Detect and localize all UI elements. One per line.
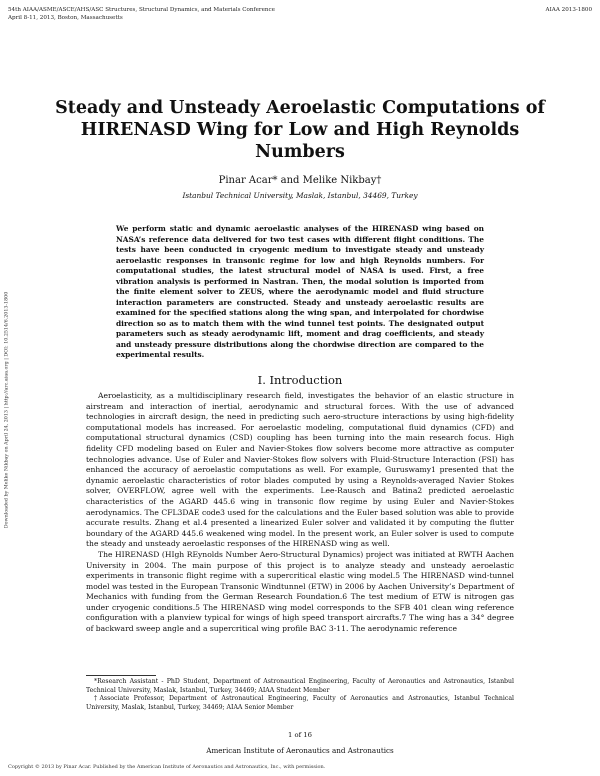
body-text (86, 391, 514, 635)
page-number: 1 of 16 (288, 731, 312, 739)
download-watermark-text: Downloaded by Melike Nikbay on April 24, 2013 | http://arc.aiaa.org | DOI: 10.2514/6.2013-1800 (4, 291, 10, 529)
paper-title: Steady and Unsteady Aeroelastic Computations of HIRENASD Wing for Low and High Reynolds Numbers (55, 98, 545, 162)
conference-dates: April 8-11, 2013, Boston, Massachusetts (8, 15, 123, 21)
conference-name: 54th AIAA/ASME/ASCE/AHS/ASC Structures, Structural Dynamics, and Materials Conference (8, 7, 275, 13)
copyright-notice: Copyright © 2013 by Pinar Acar. Published by the American Institute of Aeronautics and Astronautics, Inc., with permission. (8, 764, 326, 770)
footnote: †Associate Professor, Department of Astronautical Engineering, Faculty of Aeronautics and Astronautics, Istanbul Technical University, Maslak, Istanbul, Turkey, 34469; AIAA Senior Member (86, 695, 514, 711)
footnote: *Research Assistant - PhD Student, Department of Astronautical Engineering, Faculty of Aeronautics and Astronautics, Istanbul Technical University, Maslak, Istanbul, Turkey, 34469; AIAA Student Member (86, 678, 514, 694)
abstract: We perform static and dynamic aeroelastic analyses of the HIRENASD wing based on NASA’s reference data delivered for two test cases with different flight conditions. The tests have been conducted in cryogenic medium to investigate steady and unsteady aeroelastic responses in transonic regime for low and high Reynolds numbers. For computational studies, the latest structural model of NASA is used. First, a free vibration analysis is performed in Nastran. Then, the modal solution is imported from the finite element solver to ZEUS, where the aerodynamic model and fluid structure interaction parameters are constructed. Steady and unsteady aeroelastic results are examined for the specified stations along the wing span, and interpolated for chordwise direction so as to match them with the wind tunnel test points. The designated output parameters such as steady aerodynamic lift, moment and drag coefficients, and steady and unsteady pressure distributions along the chordwise direction are compared to the experimental results. (116, 224, 484, 359)
author-affiliation: Istanbul Technical University, Maslak, Istanbul, 34469, Turkey (182, 191, 418, 200)
footnotes (86, 678, 514, 712)
paper-id: AIAA 2013-1800 (545, 7, 592, 13)
section-heading: I. Introduction (257, 373, 343, 387)
paragraph: The HIRENASD (HIgh REynolds Number Aero-Structural Dynamics) project was initiated at RWTH Aachen University in 2004. The main purpose of this project is to analyze steady and unsteady aeroelastic experiments in transonic flight regime with a supercritical elastic wing model.5 The HIRENASD wind-tunnel model was tested in the European Transonic Windtunnel (ETW) in 2006 by Aachen University’s Department of Mechanics with funding from the German Research Foundation.6 The test medium of ETW is nitrogen gas under cryogenic conditions.5 The HIRENASD wing model corresponds to the SFB 401 clean wing reference configuration with a planview typical for wings of high speed transport aircrafts.7 The wing has a 34° degree of backward sweep angle and a supercritical wing profile BAC 3-11. The aerodynamic reference (86, 549, 514, 634)
organization-footer: American Institute of Aeronautics and Astronautics (206, 746, 394, 755)
download-watermark (2, 250, 12, 570)
footnote-divider (86, 675, 156, 676)
author-list: Pinar Acar* and Melike Nikbay† (218, 175, 382, 186)
running-header (8, 6, 275, 22)
paragraph: Aeroelasticity, as a multidisciplinary research field, investigates the behavior of an elastic structure in airstream and interaction of inertial, aerodynamic and structural forces. With the use of advanced technologies in aircraft design, the need in predicting such aero-structure interactions by using high-fidelity computational models has increased. For aeroelastic modeling, computational fluid dynamics (CFD) and computational structural dynamics (CSD) coupling has been turning into the main research focus. High fidelity CFD modeling based on Euler and Navier-Stokes flow solvers become more attractive as computer technologies advance. Use of Euler and Navier-Stokes flow solvers with Fluid-Structure Interaction (FSI) has enhanced the accuracy of aeroelastic computations as well. For example, Guruswamy1 presented that the dynamic aeroelastic characteristics of rotor blades computed by using a Reynolds-averaged Navier Stokes solver, OVERFLOW, agree well with the experiments. Lee-Rausch and Batina2 predicted aeroelastic characteristics of the AGARD 445.6 wing in transonic flow regime by using Euler and Navier-Stokes aerodynamics. The CFL3DAE code3 used for the calculations and the Euler based solution was able to provide accurate results. Zhang et al.4 presented a linearized Euler solver and validated it by computing the flutter boundary of the AGARD 445.6 weakened wing model. In the present work, an Euler solver is used to compute the steady and unsteady aeroelastic responses of the HIRENASD wing as well. (86, 391, 514, 549)
